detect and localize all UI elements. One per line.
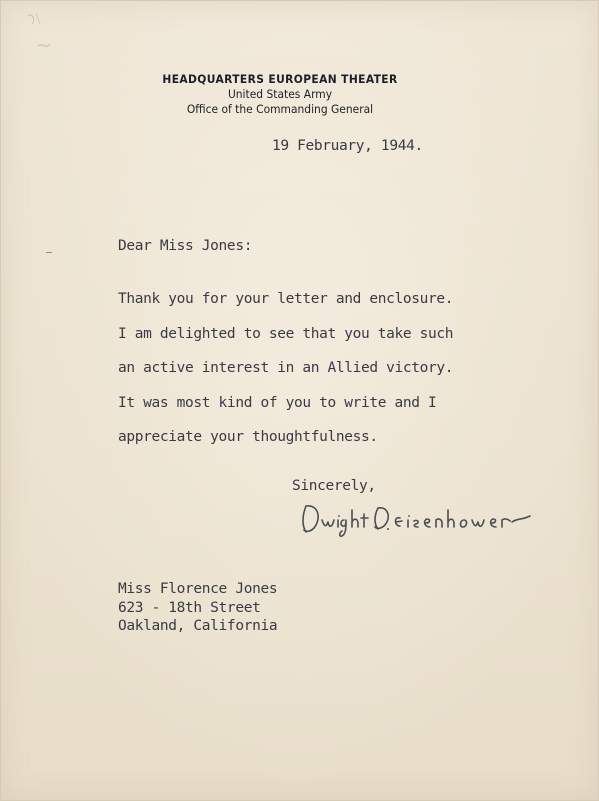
edge-mark-left (46, 252, 52, 253)
closing: Sincerely, (292, 478, 376, 494)
body-line: appreciate your thoughtfulness. (118, 429, 378, 445)
letter-date: 19 February, 1944. (272, 138, 423, 154)
salutation: Dear Miss Jones: (118, 238, 253, 254)
address-line: Miss Florence Jones (118, 581, 278, 597)
body-line: an active interest in an Allied victory. (118, 360, 454, 376)
letter-body (118, 290, 453, 463)
letterhead-organization: United States Army (227, 87, 333, 101)
letterhead-office: Office of the Commanding General (186, 102, 374, 116)
handwritten-signature (296, 496, 546, 540)
address-line: 623 - 18th Street (118, 599, 261, 616)
letterhead (150, 72, 410, 117)
body-line: Thank you for your letter and enclosure. (118, 291, 454, 307)
pencil-notation-mark (24, 10, 70, 54)
letterhead-title: HEADQUARTERS EUROPEAN THEATER (162, 72, 398, 86)
body-line: I am delighted to see that you take such (118, 325, 454, 342)
body-line: It was most kind of you to write and I (118, 394, 437, 411)
recipient-address (118, 580, 277, 636)
address-line: Oakland, California (118, 618, 278, 634)
